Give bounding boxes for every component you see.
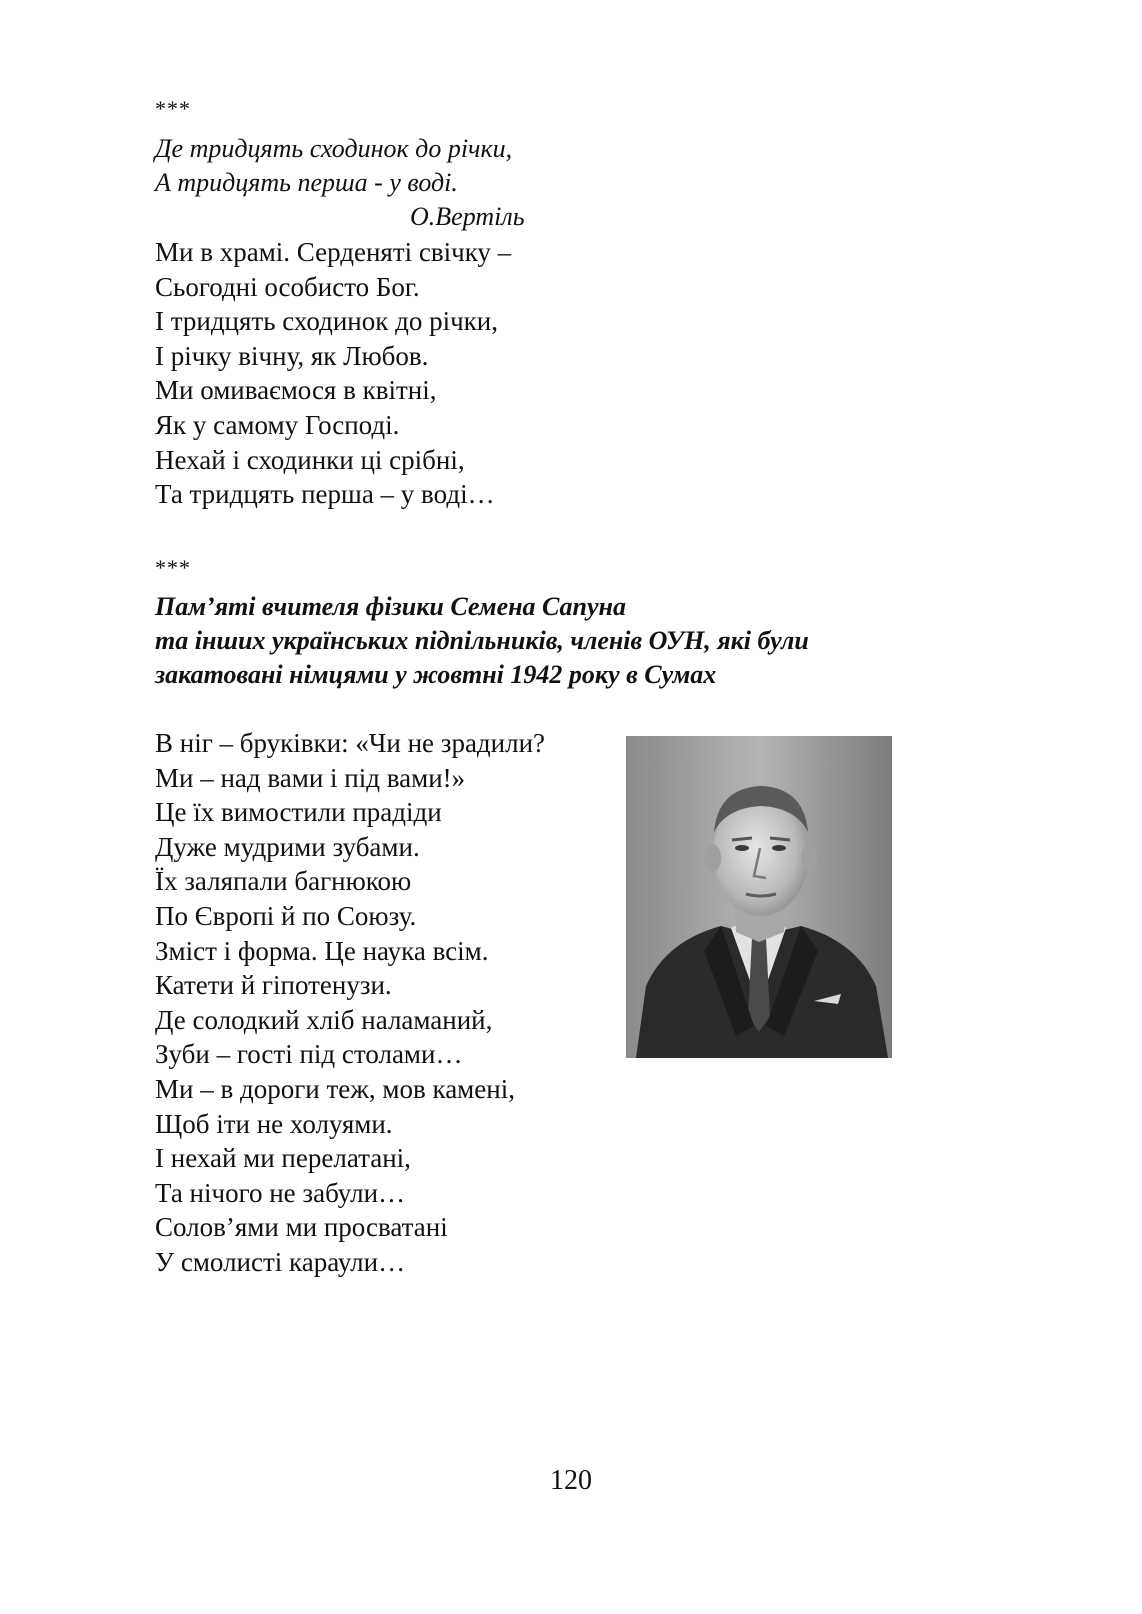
epigraph bbox=[155, 132, 575, 234]
poem-line: Їх заляпали багнюкою bbox=[155, 866, 412, 897]
poem-line: Катети й гіпотенузи. bbox=[155, 970, 392, 1001]
poem-line: Ми омиваємося в квітні, bbox=[155, 375, 437, 406]
poem-line: Де солодкий хліб наламаний, bbox=[155, 1004, 493, 1035]
poem-line: Зміст і форма. Це наука всім. bbox=[155, 935, 489, 966]
page-number: 120 bbox=[550, 1465, 592, 1496]
poem-line: Дуже мудрими зубами. bbox=[155, 831, 420, 862]
dedication-line: закатовані німцями у жовтні 1942 року в Сумах bbox=[155, 660, 717, 689]
poem-line: Як у самому Господі. bbox=[155, 409, 400, 440]
poem-1 bbox=[155, 235, 511, 512]
poem-line: Ми в храмі. Серденяті свічку – bbox=[155, 237, 512, 267]
poem-line: І річку вічну, як Любов. bbox=[155, 340, 429, 371]
poem-line: І тридцять сходинок до річки, bbox=[155, 306, 498, 337]
poem-line: І нехай ми перелатані, bbox=[155, 1143, 411, 1174]
dedication bbox=[155, 590, 809, 692]
poem-line: Сьогодні особисто Бог. bbox=[155, 271, 420, 302]
epigraph-line: А тридцять перша - у воді. bbox=[155, 168, 458, 197]
poem-line: Солов’ями ми просватані bbox=[155, 1212, 448, 1243]
poem-line: В ніг – бруківки: «Чи не зрадили? bbox=[155, 728, 546, 758]
section-separator: *** bbox=[155, 555, 191, 580]
portrait-image bbox=[626, 736, 892, 1058]
poem-line: По Європі й по Союзу. bbox=[155, 900, 417, 931]
poem-line: Ми – в дороги теж, мов камені, bbox=[155, 1073, 515, 1104]
poem-line: Щоб іти не холуями. bbox=[155, 1108, 393, 1139]
portrait-photo bbox=[626, 736, 892, 1058]
dedication-line: Пам’яті вчителя фізики Семена Сапуна bbox=[155, 592, 626, 621]
epigraph-line: Де тридцять сходинок до річки, bbox=[155, 134, 513, 163]
poem-2 bbox=[155, 726, 545, 1280]
poem-line: Та нічого не забули… bbox=[155, 1177, 406, 1208]
poem-line: Це їх вимостили прадіди bbox=[155, 797, 442, 828]
poem-line: Нехай і сходинки ці срібні, bbox=[155, 444, 465, 475]
epigraph-author: О.Вертіль bbox=[410, 202, 525, 231]
section-separator: *** bbox=[155, 96, 191, 121]
poem-line: Ми – над вами і під вами!» bbox=[155, 762, 466, 793]
poem-line: У смолисті караули… bbox=[155, 1246, 406, 1277]
poem-line: Зуби – гості під столами… bbox=[155, 1039, 463, 1070]
dedication-line: та інших українських підпільників, членів ОУН, які були bbox=[155, 626, 809, 655]
poem-line: Та тридцять перша – у воді… bbox=[155, 479, 495, 510]
